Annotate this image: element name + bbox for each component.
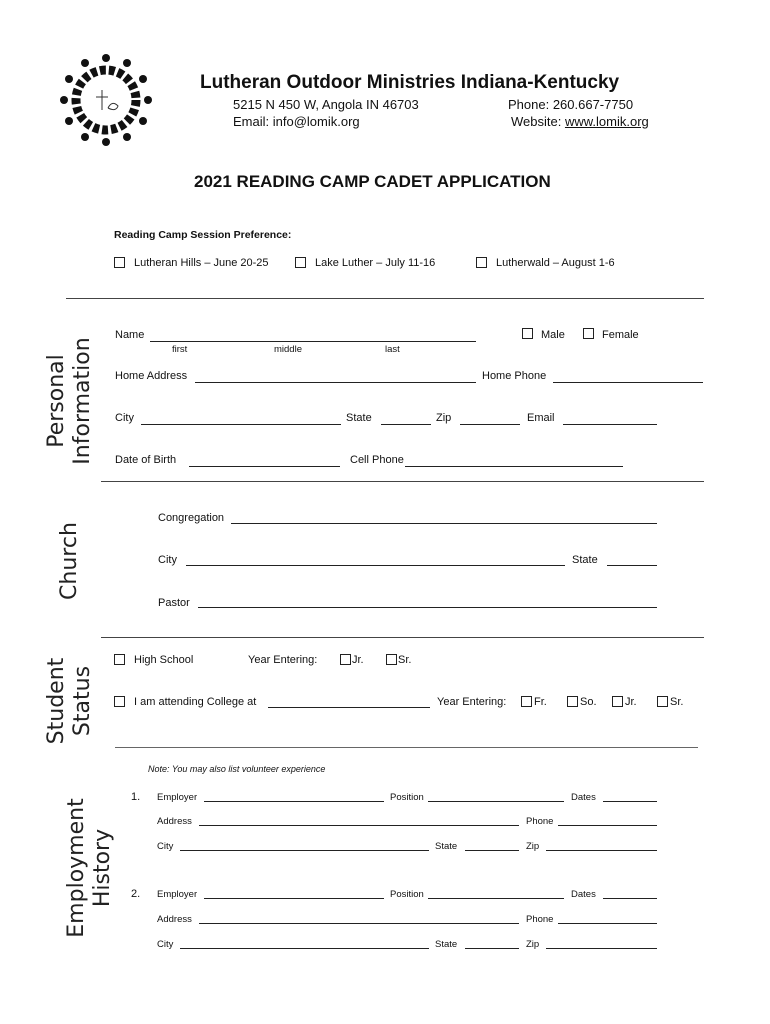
form-title: 2021 READING CAMP CADET APPLICATION (194, 172, 551, 191)
section-title-church: Church (57, 522, 82, 600)
employer-label: Employer (157, 889, 198, 900)
org-email: Email: info@lomik.org (233, 114, 360, 129)
college-jr-checkbox[interactable] (612, 696, 623, 707)
divider (101, 637, 704, 638)
employer-input[interactable] (204, 801, 384, 802)
emp-state-label: State (435, 841, 458, 852)
male-checkbox[interactable] (522, 328, 533, 339)
hs-jr-checkbox[interactable] (340, 654, 351, 665)
org-website (511, 114, 649, 129)
hs-sr-checkbox[interactable] (386, 654, 397, 665)
male-label: Male (541, 329, 565, 341)
session-checkbox-lake-luther[interactable] (295, 257, 306, 268)
divider (66, 298, 704, 299)
emp-city-input[interactable] (180, 948, 429, 949)
home-address-input[interactable] (195, 382, 476, 383)
position-input[interactable] (428, 801, 564, 802)
hs-sr-label: Sr. (398, 654, 412, 666)
section-title-employment: Employment History (64, 798, 115, 938)
dates-input[interactable] (603, 898, 657, 899)
zip-input[interactable] (460, 424, 520, 425)
emp-state-input[interactable] (465, 850, 519, 851)
website-label: Website: (511, 114, 565, 129)
dates-label: Dates (571, 792, 596, 803)
dates-input[interactable] (603, 801, 657, 802)
congregation-label: Congregation (158, 512, 225, 524)
zip-label: Zip (436, 412, 452, 424)
emp-phone-input[interactable] (558, 825, 657, 826)
name-label: Name (115, 329, 145, 341)
circle-of-people-icon (56, 50, 156, 150)
college-label: I am attending College at (134, 696, 257, 708)
session-checkbox-lutheran-hills[interactable] (114, 257, 125, 268)
college-jr-label: Jr. (625, 696, 637, 708)
city-input[interactable] (141, 424, 341, 425)
home-address-label: Home Address (115, 370, 188, 382)
female-checkbox[interactable] (583, 328, 594, 339)
pastor-input[interactable] (198, 607, 657, 608)
dob-label: Date of Birth (115, 454, 177, 466)
emp-phone-input[interactable] (558, 923, 657, 924)
emp-address-label: Address (157, 914, 192, 925)
state-label: State (346, 412, 372, 424)
name-first-hint: first (172, 344, 188, 355)
org-address: 5215 N 450 W, Angola IN 46703 (233, 97, 419, 112)
emp-address-input[interactable] (199, 825, 519, 826)
emp-zip-input[interactable] (546, 850, 657, 851)
college-fr-label: Fr. (534, 696, 547, 708)
cell-phone-input[interactable] (405, 466, 623, 467)
entry-number: 1. (131, 791, 141, 803)
divider (115, 747, 698, 748)
session-label: Reading Camp Session Preference: (114, 229, 292, 241)
emp-state-label: State (435, 939, 458, 950)
employer-input[interactable] (204, 898, 384, 899)
emp-zip-label: Zip (526, 939, 540, 950)
emp-zip-input[interactable] (546, 948, 657, 949)
email-input[interactable] (563, 424, 657, 425)
emp-city-label: City (157, 841, 174, 852)
female-label: Female (602, 329, 639, 341)
website-link[interactable]: www.lomik.org (564, 114, 649, 129)
emp-address-input[interactable] (199, 923, 519, 924)
home-phone-label: Home Phone (482, 370, 547, 382)
session-option-lutheran-hills: Lutheran Hills – June 20-25 (134, 257, 269, 269)
emp-phone-label: Phone (526, 914, 554, 925)
employment-note: Note: You may also list volunteer experience (148, 764, 326, 774)
high-school-checkbox[interactable] (114, 654, 125, 665)
email-label: Email (527, 412, 555, 424)
church-state-input[interactable] (607, 565, 657, 566)
emp-address-label: Address (157, 816, 192, 827)
hs-jr-label: Jr. (352, 654, 364, 666)
lomik-logo (56, 50, 156, 150)
org-phone: Phone: 260.667-7750 (508, 97, 634, 112)
position-label: Position (390, 792, 424, 803)
position-label: Position (390, 889, 424, 900)
college-so-checkbox[interactable] (567, 696, 578, 707)
home-phone-input[interactable] (553, 382, 703, 383)
college-sr-checkbox[interactable] (657, 696, 668, 707)
city-label: City (115, 412, 134, 424)
church-city-label: City (158, 554, 177, 566)
session-option-lutherwald: Lutherwald – August 1-6 (496, 257, 615, 269)
session-option-lake-luther: Lake Luther – July 11-16 (315, 257, 436, 269)
employer-label: Employer (157, 792, 198, 803)
org-name: Lutheran Outdoor Ministries Indiana-Kentucky (200, 72, 620, 93)
section-title-personal: Personal Information (44, 337, 95, 465)
college-year-entering-label: Year Entering: (437, 696, 507, 708)
session-checkbox-lutherwald[interactable] (476, 257, 487, 268)
name-input[interactable] (150, 341, 476, 342)
state-input[interactable] (381, 424, 431, 425)
year-entering-label: Year Entering: (248, 654, 318, 666)
college-input[interactable] (268, 707, 430, 708)
emp-city-label: City (157, 939, 174, 950)
entry-number: 2. (131, 888, 141, 900)
emp-state-input[interactable] (465, 948, 519, 949)
high-school-label: High School (134, 654, 194, 666)
name-last-hint: last (385, 344, 400, 355)
college-fr-checkbox[interactable] (521, 696, 532, 707)
emp-phone-label: Phone (526, 816, 554, 827)
college-sr-label: Sr. (670, 696, 684, 708)
section-title-student: Student Status (44, 657, 95, 745)
congregation-input[interactable] (231, 523, 657, 524)
emp-city-input[interactable] (180, 850, 429, 851)
dob-input[interactable] (189, 466, 340, 467)
pastor-label: Pastor (158, 597, 190, 609)
divider (101, 481, 704, 482)
church-city-input[interactable] (186, 565, 565, 566)
college-so-label: So. (580, 696, 597, 708)
church-state-label: State (572, 554, 598, 566)
position-input[interactable] (428, 898, 564, 899)
emp-zip-label: Zip (526, 841, 540, 852)
college-checkbox[interactable] (114, 696, 125, 707)
dates-label: Dates (571, 889, 596, 900)
cell-phone-label: Cell Phone (350, 454, 404, 466)
name-middle-hint: middle (274, 344, 302, 355)
